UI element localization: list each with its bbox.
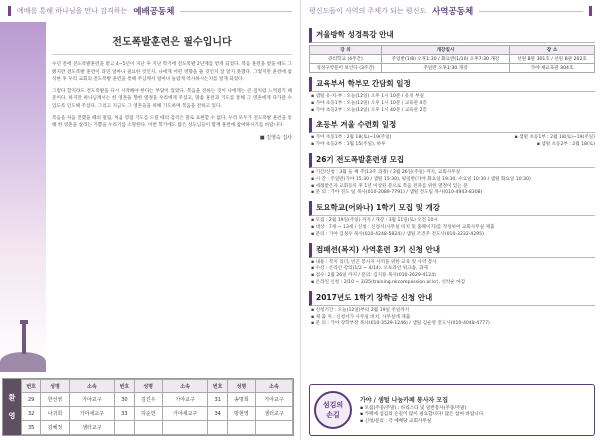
section-compassion bbox=[309, 243, 595, 287]
table-row bbox=[22, 407, 293, 421]
notice-line: ▪ 모집(주중/주말) : 바리스타 및 일반봉사(주중/주말) bbox=[360, 405, 467, 411]
photo-hill bbox=[0, 352, 46, 372]
lighthouse-icon bbox=[22, 324, 26, 354]
notice-line: ▪ 샘털 초등1부 : 2월 18(토)~19(주일) bbox=[514, 135, 595, 141]
right-header-main: 사역공동체 bbox=[432, 7, 474, 17]
section-scholarship bbox=[309, 291, 595, 328]
table-cell: 가야새교구 bbox=[69, 407, 115, 421]
left-header-main: 예배공동체 bbox=[133, 7, 175, 17]
article-paragraph-1: 수년 전에 전도폭발훈련을 받고 4~5년이 지난 후 지난 학기에 전도폭발 2단계를 받게 되었다. 복음 훈련을 받을 때도 그랬지만 전도폭발 훈련이 과연 얼마나 필요한 것인지, 나에게 어떤 영향을 줄 것인지 잘 알지 못했다. 그렇지만 훈련에 참석한 후 우리 교회의 전도폭발 훈련을 통해 주님께서 얼마나 놀랍게 역사하시는지를 알게 되었다. bbox=[52, 62, 292, 83]
table-cell: 34 bbox=[208, 407, 227, 421]
notice-line: ▪ 내용 : 복지 리더, 빈곤 봉사자 사역을 위한 교육 및 사역 봉사 bbox=[311, 259, 437, 265]
col-header: 개강일시 bbox=[381, 46, 509, 55]
table-cell: 주일반 오후1:30 개강 bbox=[381, 64, 509, 73]
notice-line: ▪ 제 출 처 : 신청서가 사무실 비치, 사무실에 제출 bbox=[311, 314, 411, 320]
notice-line: ▪ 모집 : 2월 19일(주일) 까지 / 개강 : 3월 11일(토) 오전 10시 bbox=[311, 218, 438, 224]
col-header: 성명 bbox=[227, 380, 255, 393]
table-cell: 방현영 bbox=[227, 407, 255, 421]
welcome-label-1: 환 bbox=[8, 394, 16, 402]
col-header: 소속 bbox=[162, 380, 208, 393]
welcome-label-2: 영 bbox=[8, 412, 16, 420]
table-cell: 31 bbox=[208, 393, 227, 407]
table-cell: 33 bbox=[115, 407, 134, 421]
table-cell bbox=[227, 421, 255, 435]
table-cell bbox=[208, 421, 227, 435]
notice-line: ▪ 샘털 초등2부 : 2월 18(토) bbox=[536, 142, 595, 148]
volunteer-box bbox=[309, 384, 595, 436]
table-cell bbox=[134, 421, 162, 435]
col-header: 성명 bbox=[134, 380, 162, 393]
table-cell bbox=[162, 421, 208, 435]
table-cell: 샘터교구 bbox=[69, 421, 115, 435]
notice-line: ▪ 문 의 : 가야 장학부장 목사(010-3529-1246) / 샘털 김순영 전도사(010-4048-4777) bbox=[311, 321, 490, 327]
notice-line: ▪ 문의 : 가야 김성우 목사(010-4248-5824) / 샘털 조진주 전도사(010-3232-4295) bbox=[311, 231, 484, 237]
table-cell: 김혜정 bbox=[41, 421, 69, 435]
serving-hands-badge bbox=[314, 391, 352, 429]
table-cell: 32 bbox=[22, 407, 41, 421]
table-cell: 35 bbox=[22, 421, 41, 435]
table-cell: 가야교구 bbox=[69, 393, 115, 407]
table-row bbox=[310, 64, 595, 73]
article bbox=[52, 28, 292, 141]
section-bible-lecture bbox=[309, 28, 595, 73]
header-rule bbox=[180, 11, 292, 12]
table-row bbox=[22, 421, 293, 435]
welcome-table-box bbox=[2, 378, 294, 436]
col-header: 소속 bbox=[69, 380, 115, 393]
notice-line: ▪ 가야 초등2부 : 오늘(12일) 오후 1시 40분 / 교육관 2층 bbox=[311, 107, 427, 113]
section-title: 26기 전도폭발훈련생 모집 bbox=[309, 153, 595, 168]
col-header: 소속 bbox=[256, 380, 293, 393]
section-parent-meeting bbox=[309, 77, 595, 114]
table-cell: 샘터교구 bbox=[256, 407, 293, 421]
notice-line: ▪ 샘털 유·치·부 : 오늘(12일) 오후 1시 10분 / 유치 부실 bbox=[311, 94, 424, 99]
table-cell bbox=[256, 421, 293, 435]
article-author: ■ 김영숙 집사 bbox=[259, 134, 292, 141]
table-cell: 성경구약문어 보인다 (3주간) bbox=[310, 64, 382, 73]
table-cell bbox=[115, 421, 134, 435]
welcome-table bbox=[21, 379, 293, 435]
notice-line: ▪ 가야 초등1부 : 2월 18(토)~19(주일) bbox=[311, 135, 392, 141]
notice-line: ▪ 세례받은자 교회등록 후 1년 이상된 분으로 복음 전파를 위한 열정이 있는 분 bbox=[311, 183, 468, 189]
lecture-table bbox=[309, 45, 595, 73]
lighthouse-photo bbox=[0, 22, 46, 372]
notice-line: ▪ 대상 : 7세 ~ 13세 / 신청 : 신청서(사무실 비치 및 홈페이지)를 작성하여 교회사무실 제출 bbox=[311, 224, 495, 230]
article-paragraph-3: 복음을 처음 전했을 때의 떨림, 처음 영접 기도를 드릴 때의 감격은 말로 표현할 수 없다. 우리 모두가 전도폭발 훈련을 통해 한 영혼을 살리는 기쁨을 누리기를 소망한다. 이번 학기에도 많은 성도님들이 함께 훈련에 참여하시기를 바랍니다. bbox=[52, 115, 292, 129]
col-header: 번호 bbox=[22, 380, 41, 393]
section-saturday-school bbox=[309, 201, 595, 238]
left-header-sub: 예배를 통해 하나님을 만나 감격하는 bbox=[17, 7, 128, 15]
notices bbox=[309, 28, 595, 332]
table-cell: 가야새교구 bbox=[162, 407, 208, 421]
article-title: 전도폭발훈련은 필수입니다 bbox=[52, 28, 292, 55]
right-header bbox=[301, 0, 600, 22]
table-cell: 선원 B관 301호 / 선원 B관 202호 bbox=[510, 55, 595, 64]
notice-line: ▪ 문 의 : 가야 전도 팀 목사(010-2089-7791) / 샘털 전도팀 목사(010-4943-8308) bbox=[311, 190, 483, 196]
section-title: 컴패션(복지) 사역훈련 3기 신청 안내 bbox=[309, 243, 595, 258]
author-name: 김영숙 집사 bbox=[266, 134, 292, 141]
table-cell: 가야 새교육관 304호 bbox=[510, 64, 595, 73]
table-cell: 하순연 bbox=[134, 407, 162, 421]
notice-line-pair bbox=[309, 142, 595, 149]
section-evangelism-training bbox=[309, 153, 595, 197]
section-title: 토요학교(어와나) 1학기 모집 및 개강 bbox=[309, 201, 595, 216]
table-cell: 29 bbox=[22, 393, 41, 407]
badge-line-2: 손길 bbox=[326, 411, 340, 419]
section-winter-retreat bbox=[309, 118, 595, 149]
notice-line: ▪ 기간/신청 : 3월 둘 째 주(13주 과정) / 2월 26일(주일) 까지, 교회사무실 bbox=[311, 169, 461, 175]
header-tick bbox=[8, 6, 11, 16]
notice-line: ▪ 가야 초등2부 : 1월 15(주일), 하루 bbox=[311, 142, 386, 148]
volunteer-body bbox=[360, 395, 590, 426]
col-header: 번호 bbox=[208, 380, 227, 393]
article-paragraph-2: 그렇다 할지라도 전도폭발을 다시 시작해야 한다는 부담이 있었다. 복음을 전하는 것이 나에게는 큰 짐처럼 느껴졌기 때문이다. 하지만 하나님께서는 한 영혼을 향한 열정을 우리에게 주셨고, 말씀 훈련과 기도를 통해 그 영혼에게 다가갈 수 있도록 인도해 주셨다. 그리고 지금도 그 영혼들을 위해 기도하며 복음을 전하고 있다. bbox=[52, 88, 292, 109]
notice-line: ▪ 가야 초등1부 : 오늘(12일) 오후 1시 10분 / 교육관 4층 bbox=[311, 100, 427, 106]
col-header: 번호 bbox=[115, 380, 134, 393]
badge-line-1: 섬김의 bbox=[322, 401, 344, 409]
lecture-header-row bbox=[310, 46, 595, 55]
right-page bbox=[300, 0, 600, 440]
col-header: 강 의 bbox=[310, 46, 382, 55]
notice-line: ▪ 온라인 신청 : 2/10 ~ 3/25(training.nkcompassion.or.kr), 선착순 마감 bbox=[311, 279, 466, 285]
table-cell: 송명희 bbox=[227, 393, 255, 407]
col-header: 성명 bbox=[41, 380, 69, 393]
table-cell: 한선영 bbox=[41, 393, 69, 407]
table-row bbox=[310, 55, 595, 64]
table-cell: 주일반(1/8) 오후1:30 / 화요반(1/10) 오후7:30 개강 bbox=[381, 55, 509, 64]
left-header bbox=[0, 0, 300, 22]
notice-line: ▪ 수강 : 온라인 강의(1/2 ~ 4/14), 오프라인 워크숍, 과제 bbox=[311, 266, 428, 272]
section-title: 2017년도 1학기 장학금 신청 안내 bbox=[309, 291, 595, 306]
table-cell: 가야교구 bbox=[256, 393, 293, 407]
welcome-header-row bbox=[22, 380, 293, 393]
table-cell: 가야교구 bbox=[162, 393, 208, 407]
section-title: 교육부서 학부모 간담회 일정 bbox=[309, 77, 595, 92]
header-rule bbox=[479, 11, 583, 12]
table-row bbox=[22, 393, 293, 407]
volunteer-title: 가야 / 샘털 나눔카페 봉사자 모집 bbox=[360, 396, 448, 404]
header-tick bbox=[589, 6, 592, 16]
section-title: 초등부 겨울 수련회 일정 bbox=[309, 118, 595, 133]
notice-line: ▪ 시 간 : 주일반(가야 15:30 / 샘털 15:30), 평일반(가야 화요일 19:30, 수요일 10:30 / 샘털 화요일 10:30) bbox=[311, 176, 531, 182]
notice-line: ▪ 접수: 2월 26일 까지 / 문의: 김지용 목사(010-2629-4124) bbox=[311, 273, 436, 279]
notice-line: ▪ 신청/문의 : 각 예배당 교회사무실 bbox=[360, 418, 432, 424]
table-cell: 나귀희 bbox=[41, 407, 69, 421]
right-header-sub: 평신도들이 사역의 주체가 되는 평신도 bbox=[309, 7, 427, 15]
table-cell: 30 bbox=[115, 393, 134, 407]
col-header: 장 소 bbox=[510, 46, 595, 55]
notice-line: ▪ 신청기간 : 오늘(12일)부터 2월 19일 주일까지 bbox=[311, 307, 410, 313]
notice-line: ▪ 카페에 섬김의 손길이 많이 필요합니다! 많은 참여 바랍니다. bbox=[360, 412, 485, 418]
table-cell: 김진우 bbox=[134, 393, 162, 407]
section-title: 겨울방학 성경특강 안내 bbox=[309, 28, 595, 43]
welcome-label bbox=[3, 379, 21, 435]
table-cell: 큐티학교 (4주간) bbox=[310, 55, 382, 64]
